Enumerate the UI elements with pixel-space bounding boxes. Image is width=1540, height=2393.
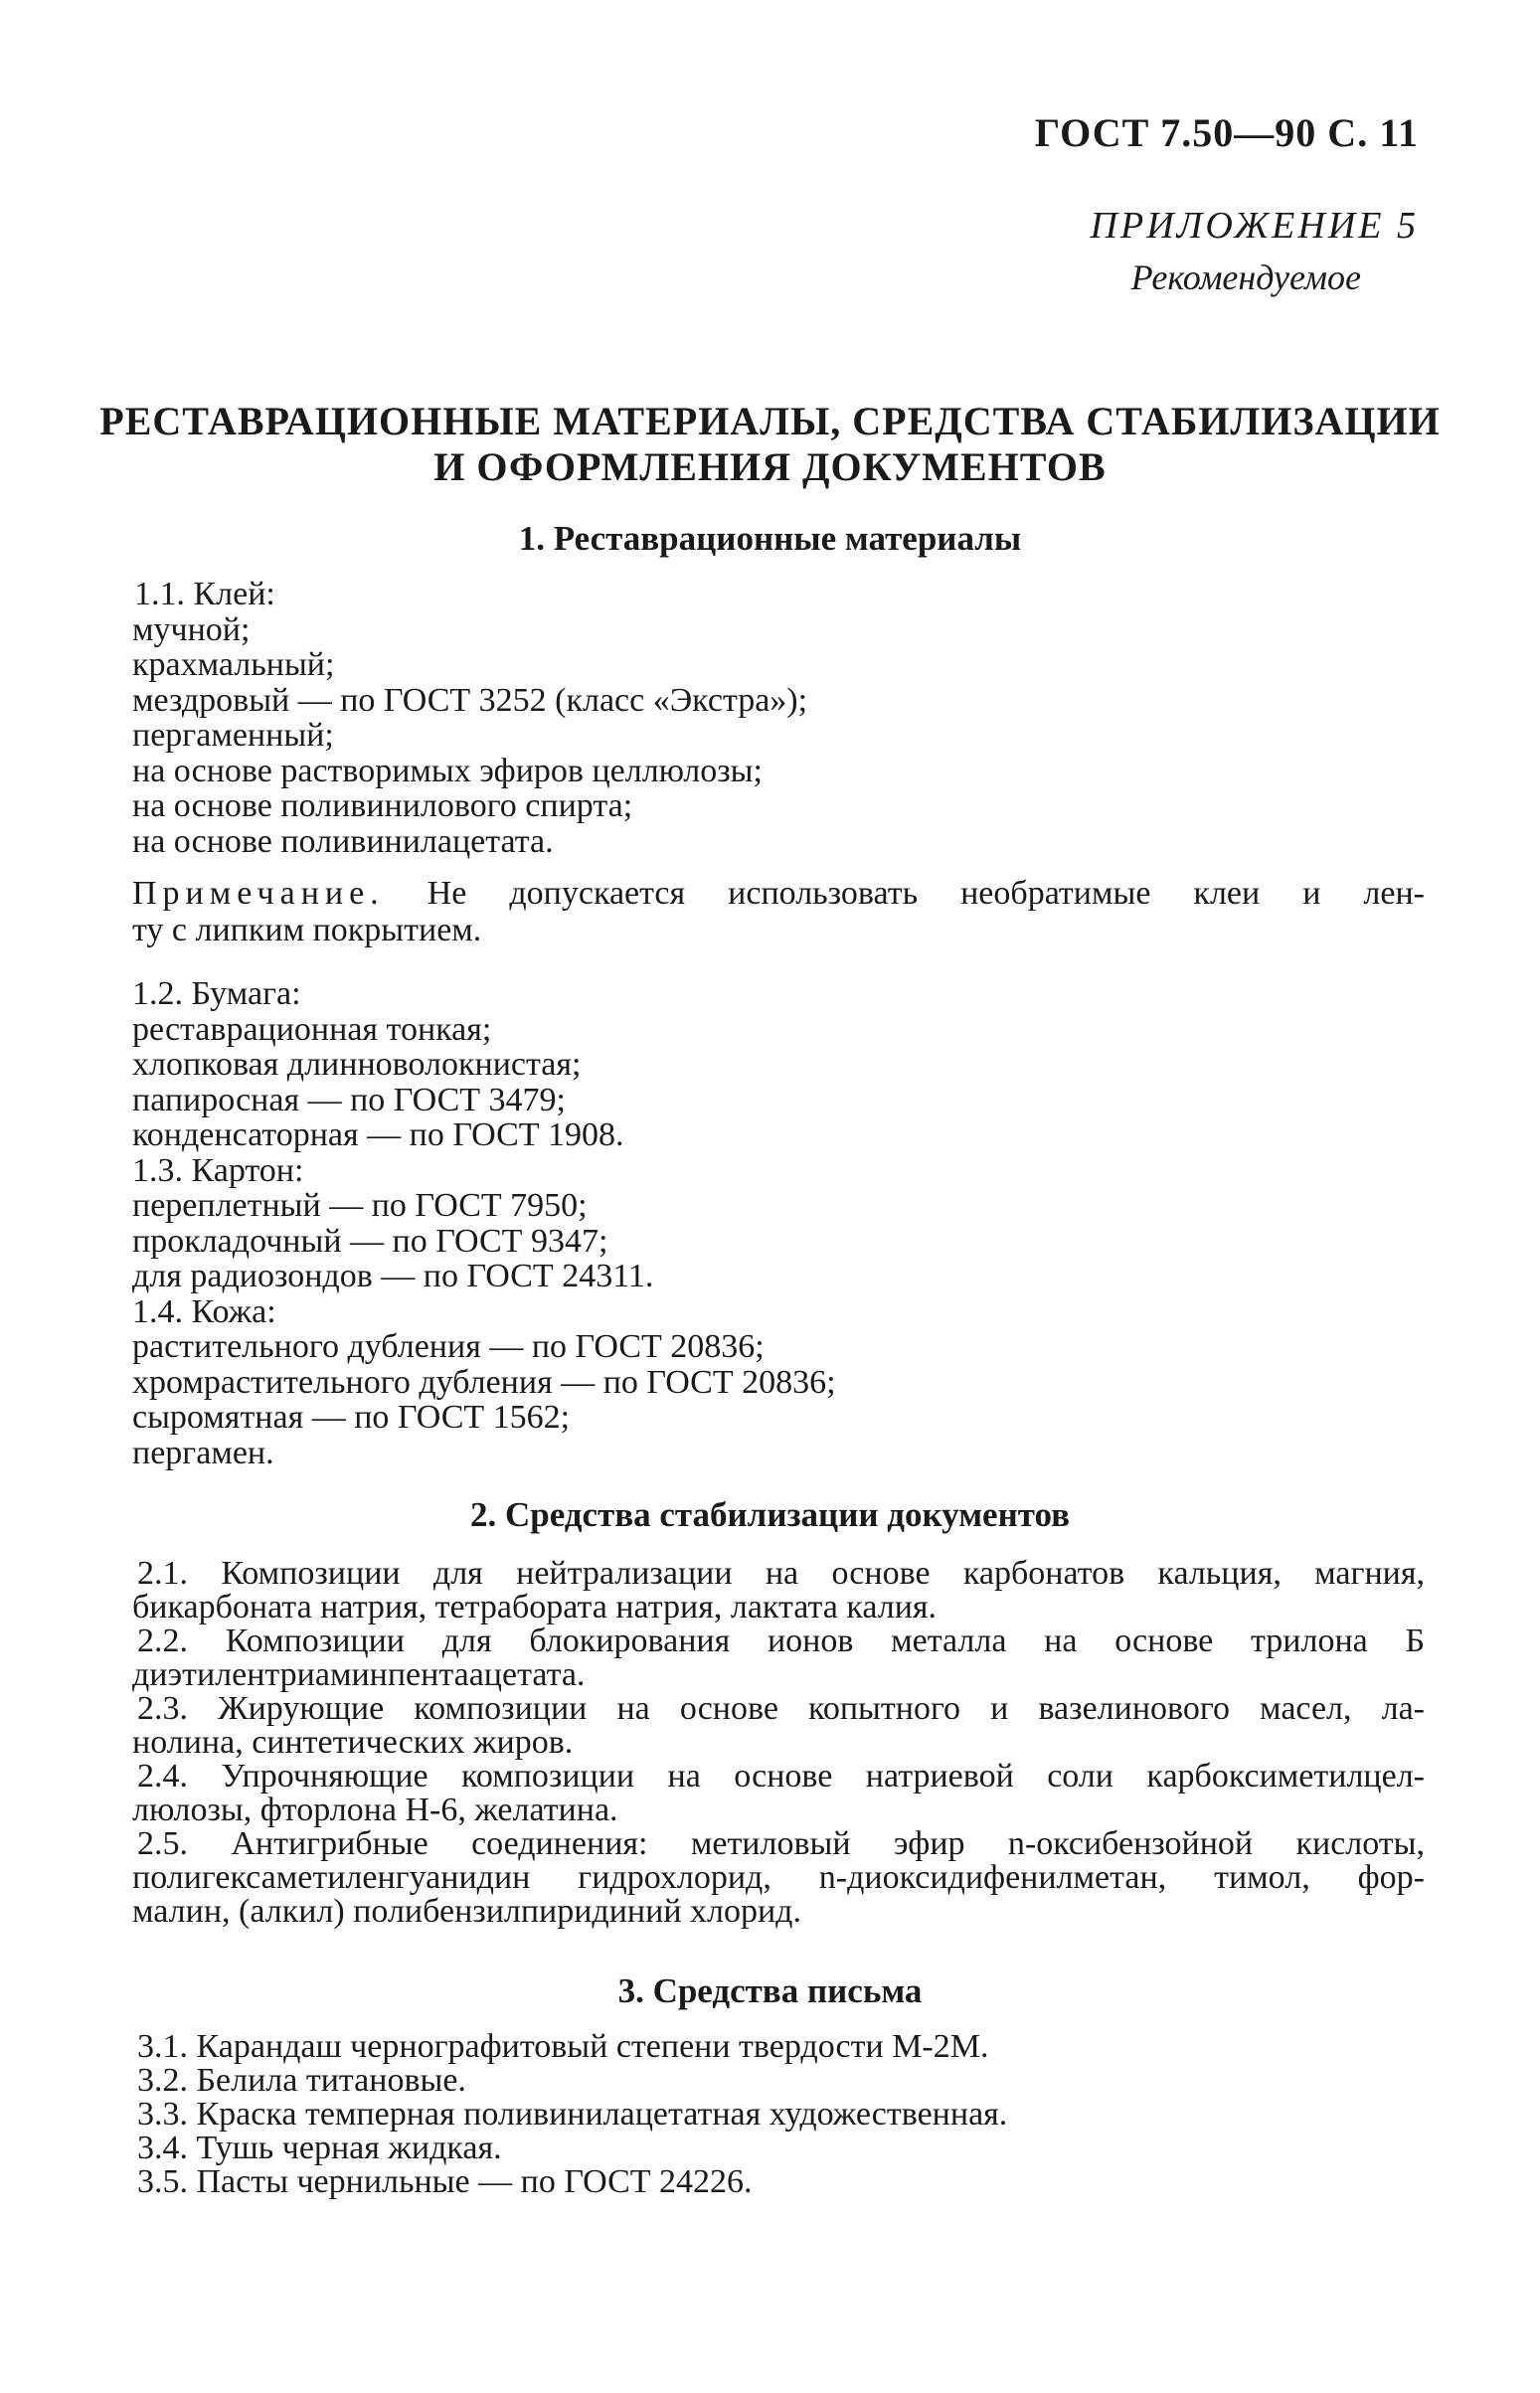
list-item: хлопковая длинноволокнистая; (132, 1046, 582, 1083)
glue-list (132, 577, 1425, 859)
section1-heading: 1. Реставрационные материалы (518, 519, 1022, 558)
para-2-2-line1: 2.2. Композиции для блокирования ионов металла на основе трилона Б (137, 1623, 1425, 1659)
list-item: хромрастительного дубления — по ГОСТ 20836; (132, 1363, 836, 1401)
list-item: 3.1. Карандаш чернографитовый степени твердости М-2М. (137, 2028, 989, 2065)
list-item: мездровый — по ГОСТ 3252 (класс «Экстра»); (132, 681, 808, 719)
list-item: конденсаторная — по ГОСТ 1908. (132, 1116, 624, 1153)
para-2-4-line1: 2.4. Упрочняющие композиции на основе натриевой соли карбоксиметилцел- (137, 1758, 1425, 1795)
paper-heading: 1.2. Бумага: (132, 975, 301, 1012)
para-2-5-line1: 2.5. Антигрибные соединения: метиловый эфир n-оксибензойной кислоты, (137, 1825, 1425, 1862)
section2-body (132, 1557, 1425, 1929)
para-2-5-line3: малин, (алкил) полибензилпиридиний хлорид. (132, 1893, 801, 1930)
para-2-3-line2: нолина, синтетических жиров. (132, 1724, 574, 1761)
leather-heading: 1.4. Кожа: (132, 1292, 276, 1330)
list-item: 3.3. Краска темперная поливинилацетатная художественная. (137, 2096, 1008, 2133)
list-item: растительного дубления — по ГОСТ 20836; (132, 1328, 765, 1365)
list-item: на основе поливинилового спирта; (132, 787, 633, 824)
doc-reference: ГОСТ 7.50—90 С. 11 (1034, 110, 1419, 155)
appendix-status: Рекомендуемое (1130, 257, 1361, 297)
list-item: на основе растворимых эфиров целлюлозы; (132, 752, 763, 789)
appendix-label: ПРИЛОЖЕНИЕ 5 (1090, 205, 1419, 247)
paper-list (132, 976, 1425, 1470)
note-line1: Примечание. Не допускается использовать необратимые клеи и лен- (132, 875, 1426, 912)
note-line2: ту с липким покрытием. (132, 912, 482, 948)
page-title-line2: И ОФОРМЛЕНИЯ ДОКУМЕНТОВ (433, 444, 1107, 489)
list-item: на основе поливинилацетата. (132, 822, 554, 860)
section2-heading: 2. Средства стабилизации документов (469, 1495, 1071, 1534)
list-item: для радиозондов — по ГОСТ 24311. (132, 1258, 654, 1294)
list-item: папиросная — по ГОСТ 3479; (132, 1081, 566, 1118)
list-item: 3.2. Белила титановые. (137, 2062, 466, 2099)
list-item: реставрационная тонкая; (132, 1010, 492, 1048)
para-2-3-line1: 2.3. Жирующие композиции на основе копытного и вазелинового масел, ла- (137, 1690, 1425, 1727)
cardboard-heading: 1.3. Картон: (132, 1151, 304, 1189)
list-item: 3.4. Тушь черная жидкая. (137, 2130, 502, 2166)
note (132, 875, 1425, 948)
para-2-2-line2: диэтилентриаминпентаацетата. (132, 1656, 586, 1693)
list-item: переплетный — по ГОСТ 7950; (132, 1187, 588, 1224)
para-2-4-line2: люлозы, фторлона Н-6, желатина. (132, 1792, 618, 1828)
list-item: пергамен. (132, 1434, 274, 1471)
section3-list (132, 2030, 1425, 2199)
page-title-line1: РЕСТАВРАЦИОННЫЕ МАТЕРИАЛЫ, СРЕДСТВА СТАБИЛИЗАЦИИ (99, 399, 1441, 443)
para-2-1-line1: 2.1. Композиции для нейтрализации на основе карбонатов кальция, магния, (137, 1555, 1425, 1592)
list-item: сыромятная — по ГОСТ 1562; (132, 1399, 571, 1436)
glue-heading: 1.1. Клей: (134, 576, 275, 612)
note-label: Примечание. (132, 875, 385, 912)
para-2-1-line2: бикарбоната натрия, тетрабората натрия, лактата калия. (132, 1589, 938, 1625)
section3-heading: 3. Средства письма (617, 1971, 923, 2010)
list-item: пергаменный; (132, 717, 334, 754)
list-item: крахмальный; (132, 646, 335, 683)
list-item: прокладочный — по ГОСТ 9347; (132, 1222, 608, 1260)
list-item: 3.5. Пасты чернильные — по ГОСТ 24226. (137, 2163, 753, 2200)
para-2-5-line2: полигексаметиленгуанидин гидрохлорид, n-диоксидифенилметан, тимол, фор- (132, 1859, 1425, 1896)
list-item: мучной; (132, 610, 251, 648)
